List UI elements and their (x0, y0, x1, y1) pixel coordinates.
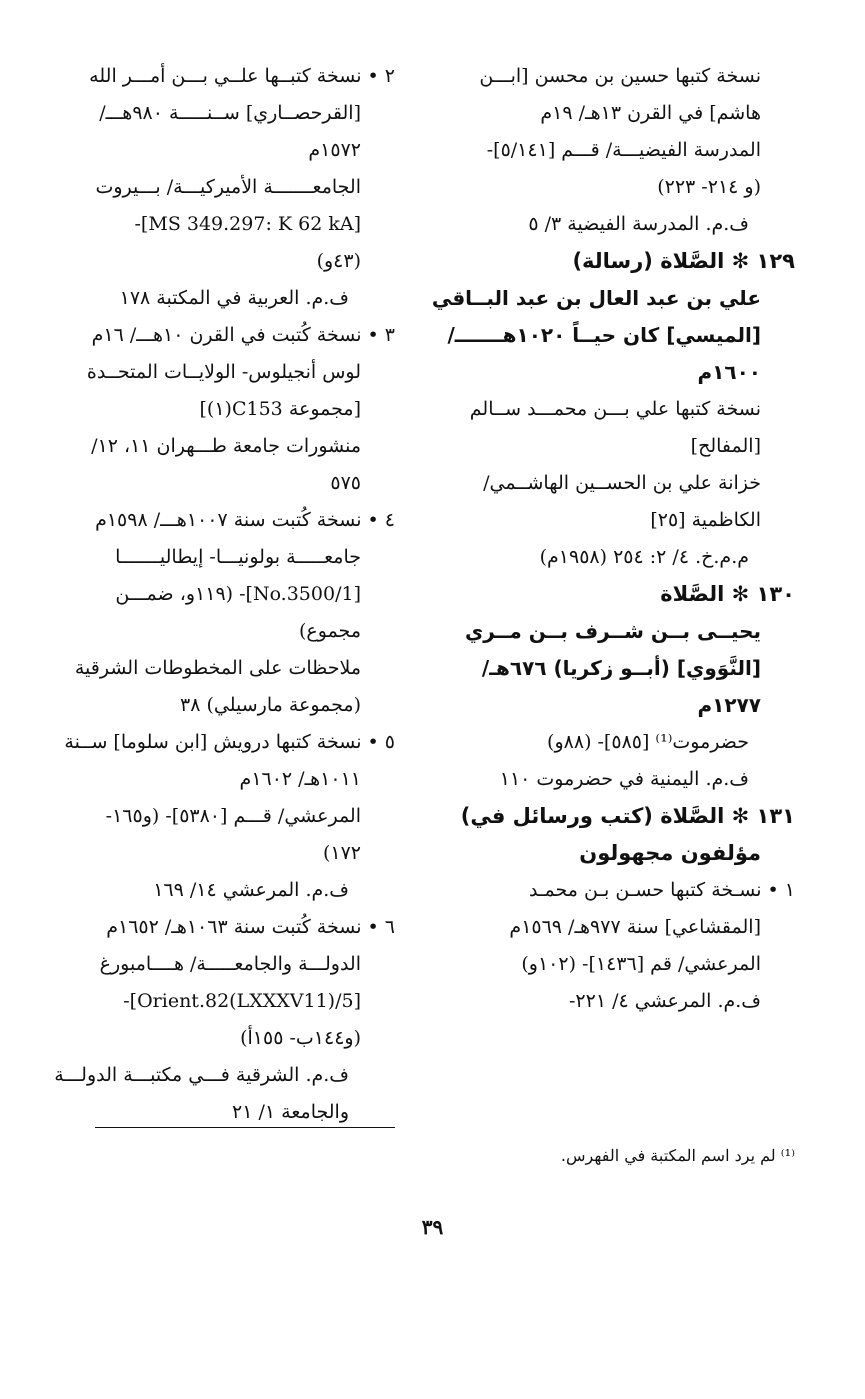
left-column (54, 58, 395, 1131)
left-column-line: ف.م. المرعشي ١٤/ ١٦٩ (153, 879, 349, 901)
right-column-line: هاشم] في القرن ١٣هـ/ ١٩م (540, 102, 761, 124)
left-column-line: ٥٧٥ (330, 472, 361, 494)
left-column-line: ٤ • نسخة كُتبت سنة ١٠٠٧هـــ/ ١٥٩٨م (95, 509, 395, 531)
left-column-line: [القرحصــاري] ســنـــــة ٩٨٠هـــ/ (99, 102, 361, 124)
left-column-line: مجموع) (299, 620, 361, 642)
right-column-line: نسخة كتبها علي بـــن محمـــد ســالم (469, 398, 761, 420)
right-column-line: مؤلفون مجهولون (579, 841, 761, 865)
footnote-rule (95, 1127, 395, 1128)
right-column-line: ١ • نسـخة كتبها حسـن بـن محمـد (529, 879, 795, 901)
left-column-line: ١٠١١هـ/ ١٦٠٢م (239, 768, 361, 790)
left-column-line: ٣ • نسخة كُتبت في القرن ١٠هـــ/ ١٦م (91, 324, 395, 346)
right-column-line: ١٣١ ✻ الصَّلاة (كتب ورسائل في) (460, 804, 795, 828)
right-column-line: [المفالح] (690, 435, 761, 457)
right-column-line: [النَّوَوي] (أبــو زكريا) ٦٧٦هـ/ (481, 656, 761, 680)
right-column-line: حضرموت⁽¹⁾ [٥٨٥]- (٨٨و) (547, 731, 749, 753)
left-column-line: ملاحظات على المخطوطات الشرقية (74, 657, 361, 679)
right-column-line: نسخة كتبها حسين بن محسن [ابـــن (479, 65, 761, 87)
left-column-line: [مجموعة C153(١)] (199, 398, 361, 420)
left-column-line: (و١٤٤ب- ١٥٥أ) (240, 1027, 361, 1049)
left-column-line: منشورات جامعة طـــهران ١١، ١٢/ (91, 435, 361, 457)
left-column-line: جامعـــــة بولونيـــا- إيطاليـــــــا (115, 546, 361, 568)
right-column-line: الكاظمية [٢٥] (650, 509, 761, 531)
right-column-line: ف.م. اليمنية في حضرموت ١١٠ (499, 768, 749, 790)
left-column-line: ١٥٧٢م (308, 139, 361, 161)
left-column-line: [MS 349.297: K 62 kA]- (134, 213, 361, 235)
left-column-line: لوس أنجيلوس- الولايــات المتحــدة (86, 361, 361, 383)
left-column-line: المرعشي/ قـــم [٥٣٨٠]- (و١٦٥- (105, 805, 361, 827)
right-column (431, 58, 795, 1020)
left-column-line: ٦ • نسخة كُتبت سنة ١٠٦٣هـ/ ١٦٥٢م (106, 916, 395, 938)
left-column-line: (٤٣و) (316, 250, 361, 272)
left-column-line: ف.م. الشرقية فـــي مكتبـــة الدولـــة (54, 1064, 349, 1086)
right-column-line: المدرسة الفيضيـــة/ قـــم [٥/١٤١]- (486, 139, 761, 161)
left-column-line: والجامعة ١/ ٢١ (232, 1101, 349, 1123)
right-column-line: ١٣٠ ✻ الصَّلاة (660, 582, 795, 606)
right-column-line: خزانة علي بن الحســين الهاشــمي/ (483, 472, 761, 494)
left-column-line: (مجموعة مارسيلي) ٣٨ (179, 694, 361, 716)
right-column-line: [الميسي] كان حيــاً ١٠٢٠هـــــــ/ (447, 323, 761, 347)
left-column-line: [Orient.82(LXXXV11)/5]- (123, 990, 361, 1012)
right-column-line: ف.م. المدرسة الفيضية ٣/ ٥ (528, 213, 749, 235)
left-column-line: ١٧٢) (322, 842, 361, 864)
right-column-line: ف.م. المرعشي ٤/ ٢٢١- (569, 990, 761, 1012)
right-column-line: علي بن عبد العال بن عبد البــاقي (431, 286, 761, 310)
left-column-line: الدولـــة والجامعـــــة/ هــــامبورغ (99, 953, 361, 975)
right-column-line: يحيــى بــن شــرف بــن مــري (464, 619, 761, 643)
right-column-line: ١٢٧٧م (697, 693, 761, 717)
page-number: ٣٩ (421, 1215, 444, 1239)
right-column-line: (و ٢١٤- ٢٢٣) (657, 176, 761, 198)
right-column-line: المرعشي/ قم [١٤٣٦]- (١٠٢و) (521, 953, 761, 975)
left-column-line: الجامعـــــــة الأميركيـــة/ بـــيروت (95, 176, 361, 198)
left-column-line: ٥ • نسخة كتبها درويش [ابن سلوما] ســنة (64, 731, 395, 753)
right-column-line: ١٢٩ ✻ الصَّلاة (رسالة) (572, 249, 795, 273)
right-column-line: [المقشاعي] سنة ٩٧٧هـ/ ١٥٦٩م (509, 916, 761, 938)
right-column-line: ١٦٠٠م (697, 360, 761, 384)
left-column-line: [No.3500/1]- (١١٩و، ضمـــن (115, 583, 361, 605)
left-column-line: ف.م. العربية في المكتبة ١٧٨ (119, 287, 349, 309)
footnote: ⁽¹⁾ لم يرد اسم المكتبة في الفهرس. (560, 1146, 795, 1165)
left-column-line: ٢ • نسخة كتبــها علــي بـــن أمـــر الله (89, 65, 395, 87)
right-column-line: م.م.خ. ٤/ ٢: ٢٥٤ (١٩٥٨م) (539, 546, 749, 568)
